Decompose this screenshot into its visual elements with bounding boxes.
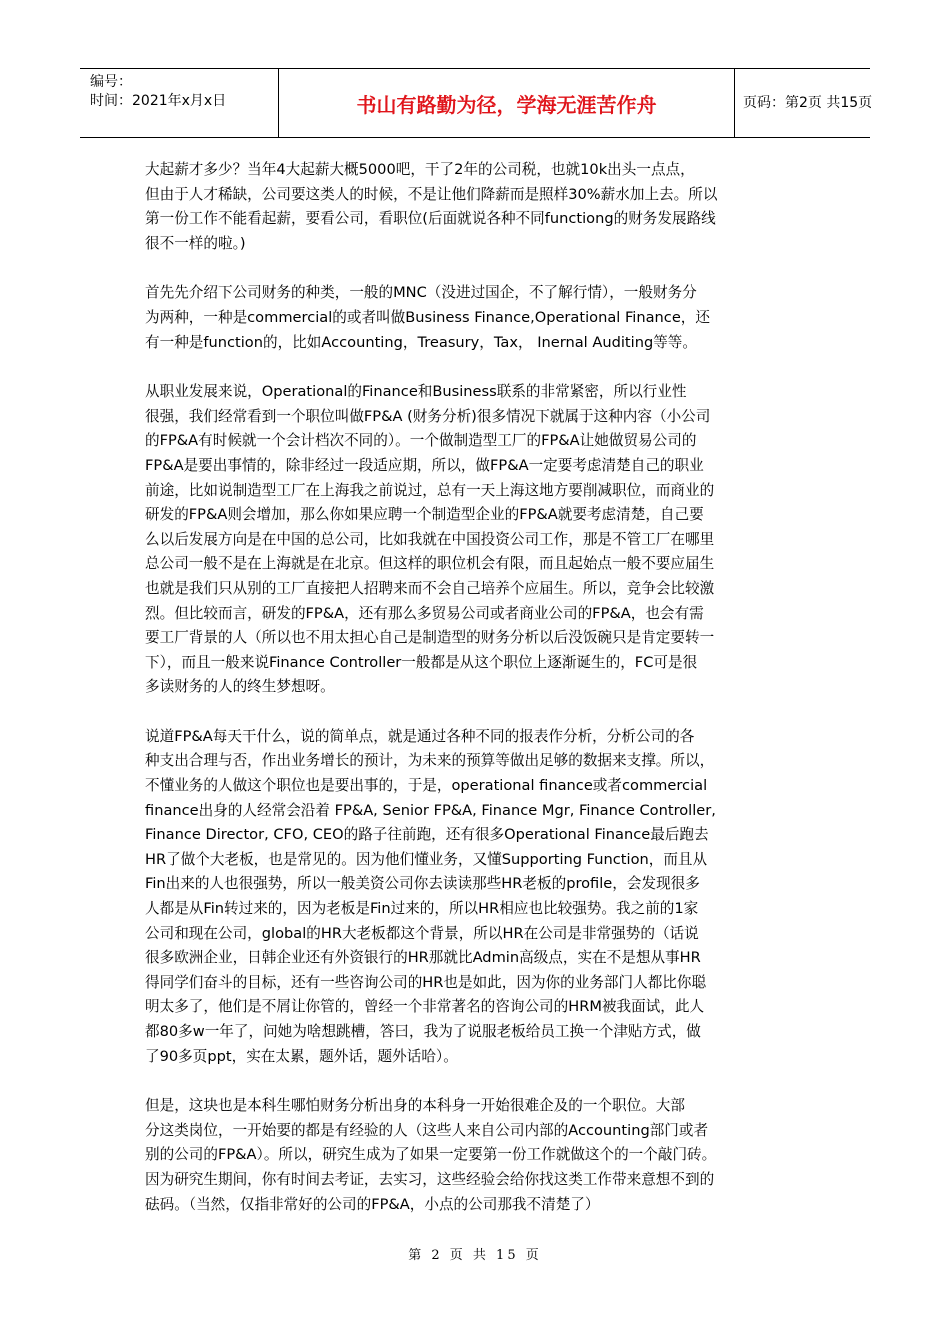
paragraph-gap: [145, 256, 807, 281]
text-line: 但是，这块也是本科生哪怕财务分析出身的本科身一开始很难企及的一个职位。大部: [145, 1097, 685, 1115]
text-line: 人都是从Fin转过来的，因为老板是Fin过来的，所以HR相应也比较强势。我之前的1家: [145, 900, 699, 918]
paragraph: [145, 725, 807, 1069]
text-line: 因为研究生期间，你有时间去考证，去实习，这些经验会给你找这类工作带来意想不到的: [145, 1170, 715, 1188]
text-line: 研发的FP&A则会增加，那么你如果应聘一个制造型企业的FP&A就要考虑清楚，自己要: [145, 506, 704, 524]
document-number-label: 编号：: [90, 74, 132, 90]
text-line: 了90多页ppt，实在太累，题外话，题外话哈）。: [145, 1047, 458, 1065]
text-line: 大起薪才多少？当年4大起薪大概5000吧，干了2年的公司税，也就10k出头一点点，: [145, 161, 695, 178]
text-line: 分这类岗位，一开始要的都是有经验的人（这些人来自公司内部的Accounting部门或者: [145, 1121, 709, 1139]
header-page-number: 页码：第2页 共15页: [743, 95, 873, 111]
text-line: FP&A是要出事情的，除非经过一段适应期，所以，做FP&A一定要考虑清楚自己的职业: [145, 456, 704, 474]
paragraph: [145, 1094, 807, 1217]
header-motto-cell: [279, 69, 735, 137]
text-line: 烈。但比较而言，研发的FP&A，还有那么多贸易公司或者商业公司的FP&A，也会有需: [145, 604, 704, 622]
text-line: 很多欧洲企业，日韩企业还有外资银行的HR那就比Admin高级点，实在不是想从事HR: [145, 949, 701, 967]
text-line: 第一份工作不能看起薪，要看公司，看职位(后面就说各种不同functiong的财务发展路线: [145, 210, 716, 228]
paragraph-gap: [145, 1069, 807, 1094]
page-footer: 第 2 页 共 15 页: [408, 1248, 542, 1263]
paragraph: [145, 380, 807, 700]
text-line: 得同学们奋斗的目标，还有一些咨询公司的HR也是如此，因为你的业务部门人都比你聪: [145, 973, 707, 991]
document-date-label: 时间：2021年x月x日: [90, 93, 227, 109]
text-line: 别的公司的FP&A）。所以，研究生成为了如果一定要第一份工作就做这个的一个敲门砖。: [145, 1146, 717, 1164]
text-line: 总公司一般不是在上海就是在北京。但这样的职位机会有限，而且起始点一般不要应届生: [145, 555, 715, 573]
text-line: 但由于人才稀缺，公司要这类人的时候，不是让他们降薪而是照样30%薪水加上去。所以: [145, 185, 718, 203]
text-line: 很强，我们经常看到一个职位叫做FP&A (财务分析)很多情况下就属于这种内容（小公司: [145, 407, 711, 425]
text-line: 也就是我们只从别的工厂直接把人招聘来而不会自己培养个应届生。所以，竞争会比较激: [145, 579, 715, 597]
text-line: 公司和现在公司，global的HR大老板都这个背景，所以HR在公司是非常强势的（话说: [145, 924, 699, 942]
text-line: finance出身的人经常会沿着 FP&A, Senior FP&A, Finance Mgr, Finance Controller,: [145, 801, 716, 819]
text-line: 说道FP&A每天干什么，说的简单点，就是通过各种不同的报表作分析，分析公司的各: [145, 727, 695, 745]
text-line: 种支出合理与否，作出业务增长的预计，为未来的预算等做出足够的数据来支撑。所以，: [145, 752, 715, 770]
paragraph-gap: [145, 355, 807, 380]
text-line: 前途，比如说制造型工厂在上海我之前说过，总有一天上海这地方要削减职位，而商业的: [145, 481, 715, 499]
header-info-cell: [80, 69, 279, 137]
text-line: Finance Director, CFO, CEO的路子往前跑，还有很多Operational Finance最后跑去: [145, 826, 709, 844]
paragraph-gap: [145, 700, 807, 725]
text-line: 多读财务的人的终生梦想呀。: [145, 678, 335, 696]
text-line: HR了做个大老板，也是常见的。因为他们懂业务，又懂Supporting Function，而且从: [145, 850, 708, 868]
text-line: 下），而且一般来说Finance Controller一般都是从这个职位上逐渐诞生的，FC可是很: [145, 653, 698, 671]
text-line: 首先先介绍下公司财务的种类，一般的MNC（没进过国企，不了解行情），一般财务分: [145, 284, 697, 302]
text-line: 从职业发展来说，Operational的Finance和Business联系的非常紧密，所以行业性: [145, 383, 687, 401]
text-line: 很不一样的啦。): [145, 234, 246, 252]
text-line: 明太多了，他们是不屑让你管的，曾经一个非常著名的咨询公司的HRM被我面试，此人: [145, 998, 705, 1016]
paragraph: [145, 281, 807, 355]
text-line: 为两种，一种是commercial的或者叫做Business Finance,Operational Finance，还: [145, 308, 710, 326]
text-line: 要工厂背景的人（所以也不用太担心自己是制造型的财务分析以后没饭碗只是肯定要转一: [145, 629, 715, 647]
document-body: [145, 158, 807, 1217]
text-line: 都80多w一年了，问她为啥想跳槽，答曰，我为了说服老板给员工换一个津贴方式，做: [145, 1023, 701, 1040]
text-line: 砝码。（当然，仅指非常好的公司的FP&A，小点的公司那我不清楚了）: [145, 1195, 600, 1213]
header-page-cell: [735, 69, 873, 137]
page-header: [80, 68, 873, 138]
text-line: 不懂业务的人做这个职位也是要出事的，于是，operational finance或者commercial: [145, 777, 708, 795]
text-line: 有一种是function的，比如Accounting，Treasury，Tax， Inernal Auditing等等。: [145, 333, 697, 351]
paragraph: [145, 158, 807, 256]
text-line: 的FP&A有时候就一个会计档次不同的）。一个做制造型工厂的FP&A让她做贸易公司的: [145, 432, 697, 450]
header-motto: 书山有路勤为径，学海无涯苦作舟: [356, 93, 657, 117]
text-line: 么以后发展方向是在中国的总公司，比如我就在中国投资公司工作，那是不管工厂在哪里: [145, 530, 715, 548]
text-line: Fin出来的人也很强势，所以一般美资公司你去读读那些HR老板的profile，会发现很多: [145, 875, 700, 893]
